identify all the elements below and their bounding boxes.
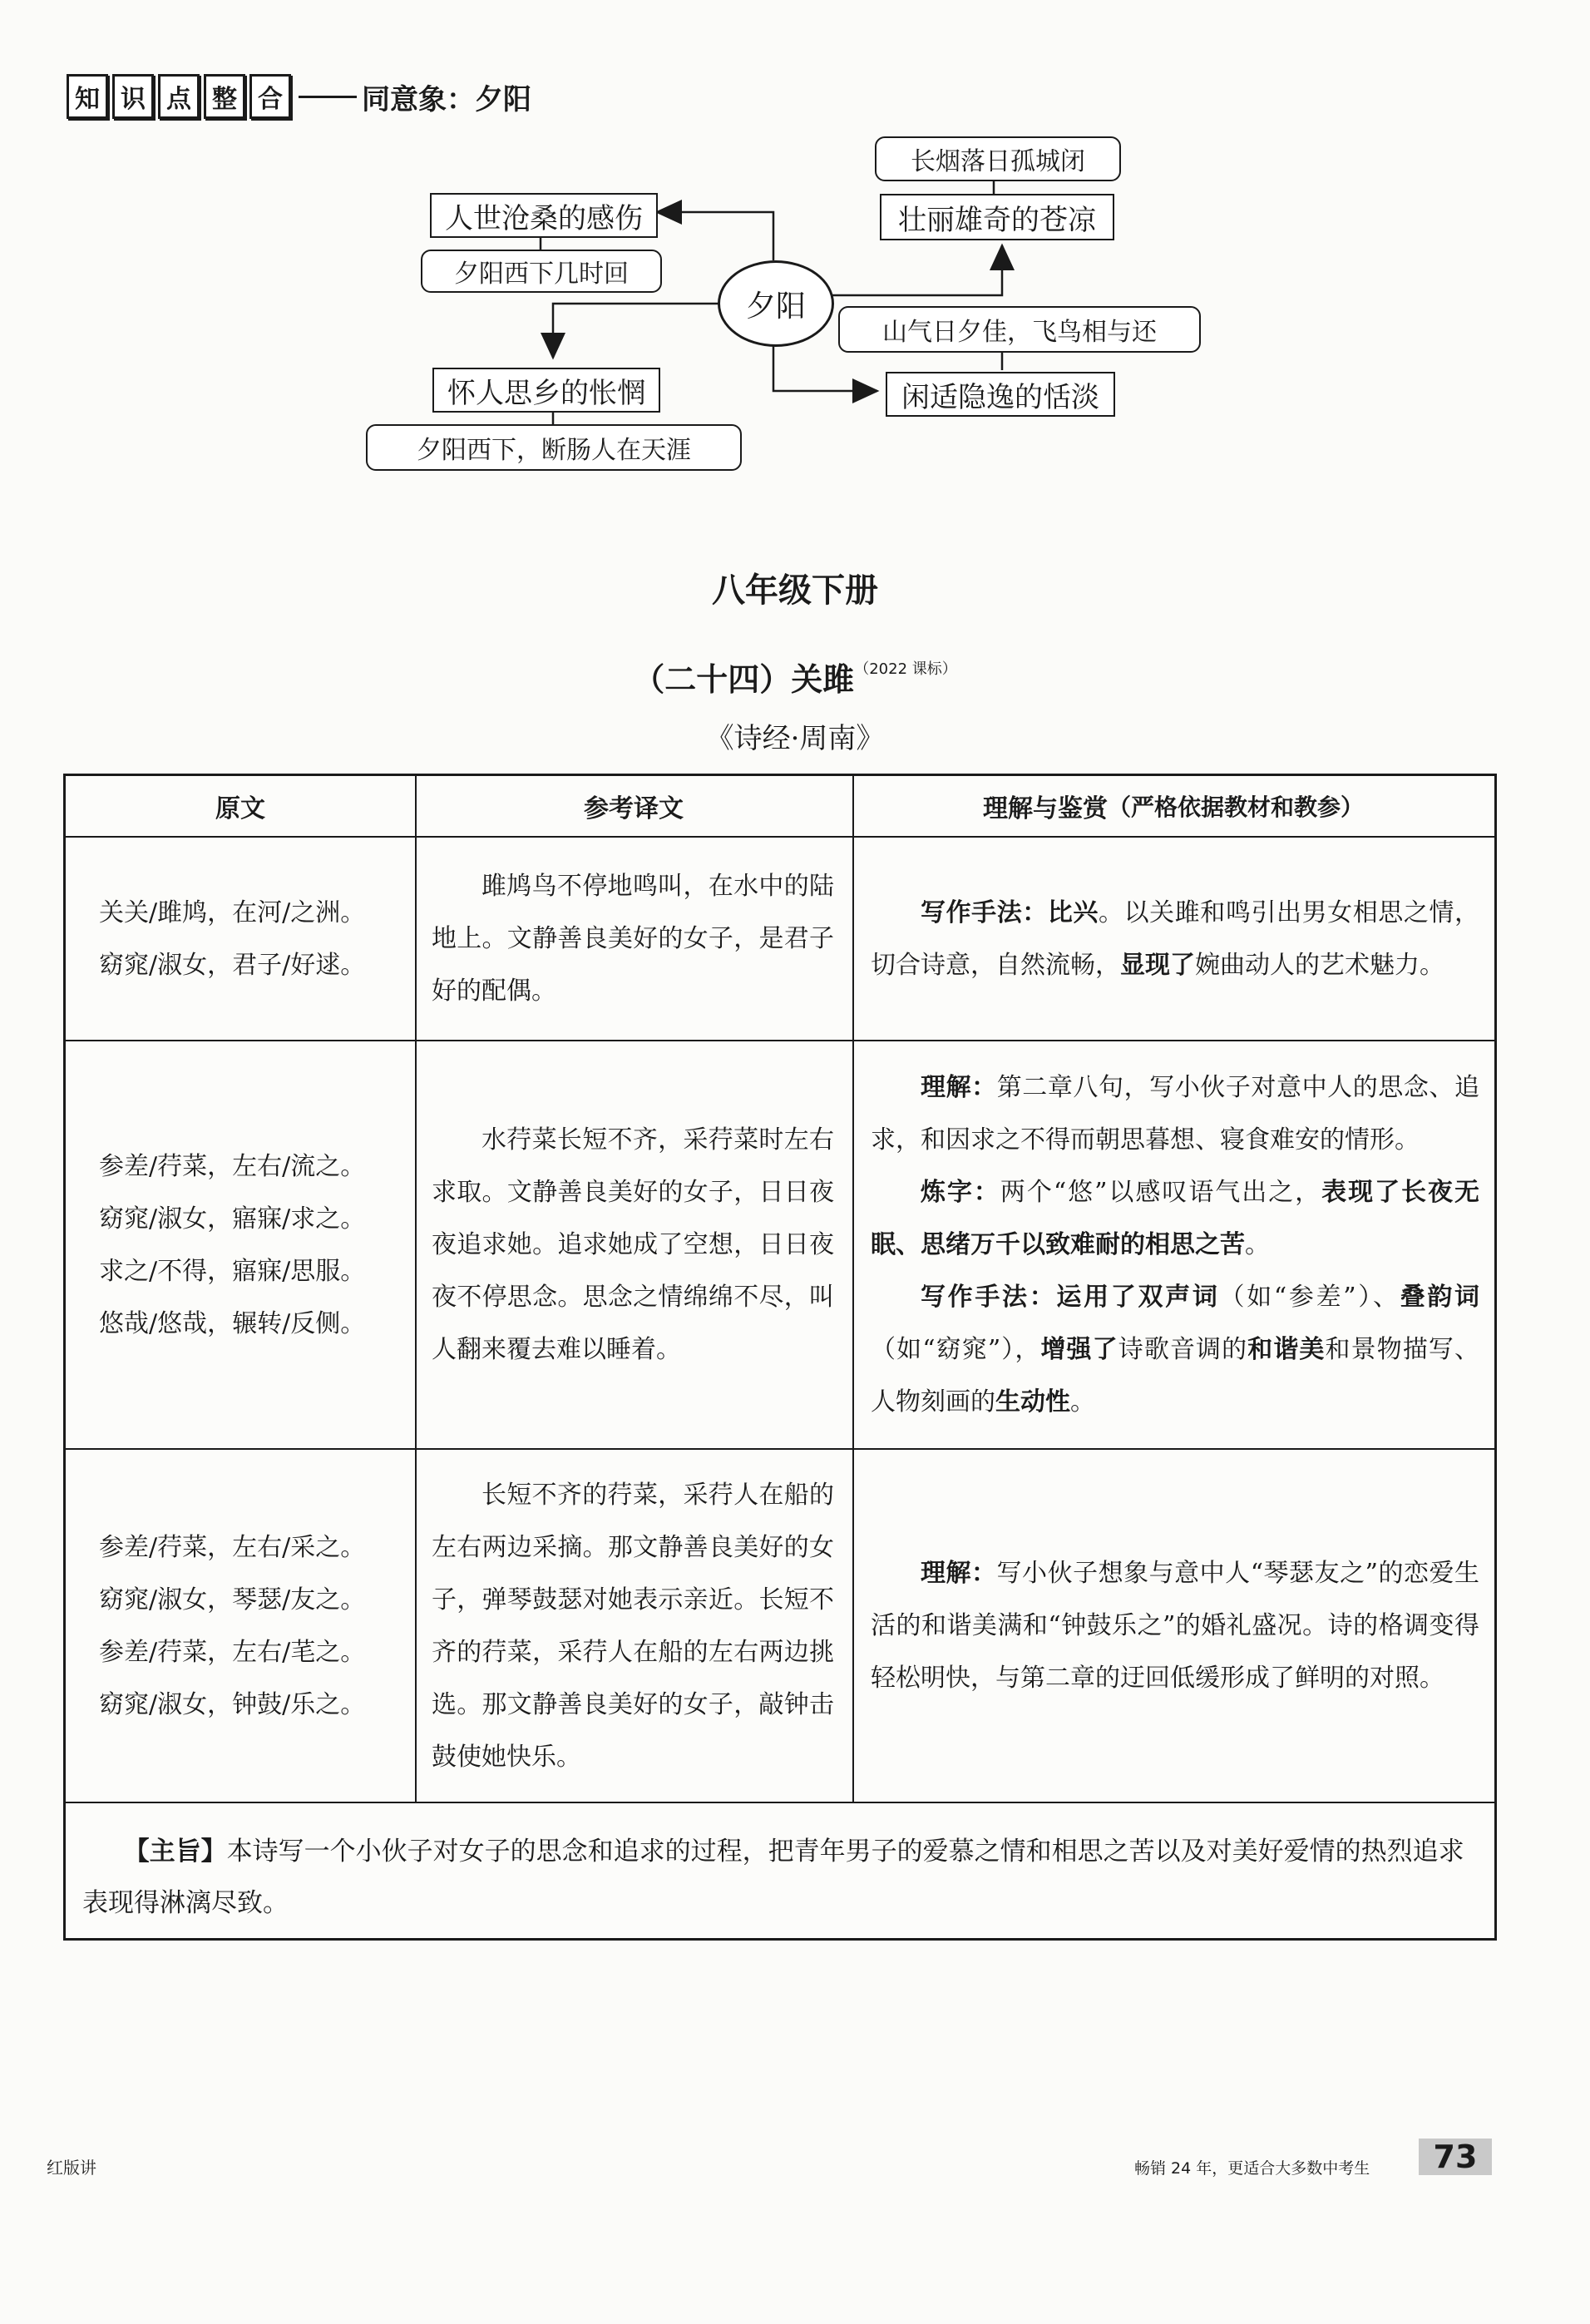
analysis-text: （如“参差”）、 <box>1219 1283 1400 1312</box>
table-row-1-analysis <box>852 838 1494 1040</box>
connector-line <box>657 212 773 260</box>
connector-line <box>829 245 1002 295</box>
lesson-title <box>0 654 1590 700</box>
analysis-label: 写作手法： <box>921 1283 1057 1312</box>
analysis-text: 写小伙子想象与意中人“琴瑟友之”的恋爱生活的和谐美满和“钟鼓乐之”的婚礼盛况。诗的格调变得轻松明快，与第二章的迂回低缓形成了鲜明的对照。 <box>871 1559 1479 1693</box>
mindmap-branch-grandeur: 壮丽雄奇的苍凉 <box>880 194 1114 240</box>
poem-line: 参差/荇菜，左右/芼之。 <box>99 1637 366 1667</box>
poem-line: 求之/不得，寤寐/思服。 <box>99 1256 366 1286</box>
analysis-label: 理解： <box>921 1073 997 1102</box>
table-row-2-translation <box>415 1041 852 1448</box>
table-row-2-analysis <box>852 1041 1494 1448</box>
poem-line: 窈窕/淑女，钟鼓/乐之。 <box>99 1689 366 1719</box>
table-divider <box>66 1802 1494 1803</box>
mindmap-branch-leisure: 闲适隐逸的恬淡 <box>886 372 1115 417</box>
footer-slogan: 畅销 24 年，更适合大多数中考生 <box>1134 2159 1370 2178</box>
analysis-text: 和景物描写、人物刻画的 <box>871 1335 1480 1417</box>
analysis-text: 。 <box>1070 1387 1095 1417</box>
poem-line: 窈窕/淑女，琴瑟/友之。 <box>99 1585 366 1614</box>
mindmap-branch-sorrow: 人世沧桑的感伤 <box>430 193 658 238</box>
analysis-paragraph <box>871 887 1479 991</box>
analysis-text: 增强了 <box>1040 1335 1118 1364</box>
table-row-1-translation <box>415 838 852 1040</box>
header-char-box: 点 <box>158 74 200 119</box>
analysis-label: 炼字： <box>921 1178 1000 1207</box>
analysis-text: 。以关雎和鸣引出男女相思之情，切合诗意，自然流畅， <box>871 897 1480 980</box>
header-char-box: 整 <box>204 74 245 119</box>
header-char-box: 合 <box>249 74 291 119</box>
mindmap-example: 夕阳西下，断肠人在天涯 <box>366 424 742 471</box>
poem-line: 关关/雎鸠，在河/之洲。 <box>99 897 366 927</box>
translation-text: 雎鸠鸟不停地鸣叫，在水中的陆地上。文静善良美好的女子，是君子好的配偶。 <box>432 872 834 1006</box>
mindmap-example: 山气日夕佳，飞鸟相与还 <box>838 306 1201 353</box>
analysis-label: 写作手法： <box>921 897 1048 927</box>
mindmap-center: 夕阳 <box>718 260 834 347</box>
section-title: 八年级下册 <box>712 571 878 610</box>
analysis-text: 。 <box>1245 1230 1270 1259</box>
table-row-2-original <box>66 1041 415 1448</box>
analysis-paragraph <box>871 1547 1479 1704</box>
header-analysis <box>852 776 1494 836</box>
analysis-text: 叠韵词 <box>1400 1283 1480 1312</box>
analysis-text: 运用了双声词 <box>1056 1283 1220 1312</box>
translation-text: 水荇菜长短不齐，采荇菜时左右求取。文静善良美好的女子，日日夜夜追求她。追求她成了空想，日日夜夜不停思念。思念之情绵绵不尽，叫人翻来覆去难以睡着。 <box>432 1125 834 1364</box>
header-char-box: 知 <box>67 74 108 119</box>
theme-summary <box>66 1804 1494 1937</box>
poem-line: 参差/荇菜，左右/采之。 <box>99 1532 366 1562</box>
analysis-text: 两个“悠”以感叹语气出之， <box>1000 1178 1322 1207</box>
mindmap-connectors <box>0 0 1590 516</box>
mindmap-example: 夕阳西下几时回 <box>421 250 662 293</box>
table-row-3-analysis <box>852 1450 1494 1802</box>
analysis-text: 表现了长夜无眠、思绪万千以致难耐的相思之苦 <box>871 1178 1479 1259</box>
table-row-3-original <box>66 1450 415 1802</box>
lesson-source: 《诗经·周南》 <box>705 722 885 755</box>
header-analysis-label: 理解与鉴赏 <box>982 794 1108 823</box>
page-number: 73 <box>1419 2139 1492 2175</box>
header-char-box: 识 <box>112 74 154 119</box>
poem-table <box>63 774 1497 1941</box>
theme-label: 【主旨】 <box>123 1837 227 1867</box>
analysis-paragraph <box>871 1166 1479 1271</box>
table-row-1-original <box>66 838 415 1040</box>
translation-text: 长短不齐的荇菜，采荇人在船的左右两边采摘。那文静善良美好的女子，弹琴鼓瑟对她表示亲近。长短不齐的荇菜，采荇人在船的左右两边挑选。那文静善良美好的女子，敲钟击鼓使她快乐。 <box>432 1480 834 1772</box>
poem-line: 参差/荇菜，左右/流之。 <box>99 1151 366 1181</box>
mindmap-branch-longing: 怀人思乡的怅惘 <box>432 368 660 413</box>
analysis-text: 显现了 <box>1120 950 1195 980</box>
analysis-text: 生动性 <box>995 1387 1070 1417</box>
analysis-text: 诗歌音调的 <box>1118 1335 1248 1364</box>
footer-left: 红版讲 <box>47 2158 96 2178</box>
analysis-text: 婉曲动人的艺术魅力。 <box>1195 950 1444 980</box>
lesson-title-text: （二十四）关雎 <box>633 661 855 698</box>
header-translation: 参考译文 <box>584 794 684 823</box>
analysis-paragraph <box>871 1061 1479 1166</box>
table-row-3-translation <box>415 1450 852 1802</box>
poem-line: 窈窕/淑女，寤寐/求之。 <box>99 1204 366 1234</box>
header-original: 原文 <box>215 794 265 823</box>
connector-line <box>553 304 720 358</box>
header-analysis-note: （严格依据教材和教参） <box>1107 794 1364 821</box>
theme-text: 本诗写一个小伙子对女子的思念和追求的过程，把青年男子的爱慕之情和相思之苦以及对美好爱情的热烈追求表现得淋漓尽致。 <box>82 1837 1464 1918</box>
analysis-text: 和谐美 <box>1247 1335 1326 1364</box>
header-title: 同意象：夕阳 <box>362 82 531 116</box>
analysis-text: 第二章八句，写小伙子对意中人的思念、追求，和因求之不得而朝思暮想、寝食难安的情形。 <box>871 1073 1480 1155</box>
analysis-paragraph <box>871 1271 1479 1428</box>
poem-line: 窈窕/淑女，君子/好逑。 <box>99 950 366 980</box>
analysis-label: 理解： <box>921 1559 997 1588</box>
poem-line: 悠哉/悠哉，辗转/反侧。 <box>99 1308 366 1338</box>
analysis-text: 比兴 <box>1047 897 1099 927</box>
mindmap-example: 长烟落日孤城闭 <box>875 136 1121 181</box>
analysis-text: （如“窈窕”）， <box>871 1335 1041 1364</box>
lesson-tag: （2022 课标） <box>854 660 957 678</box>
